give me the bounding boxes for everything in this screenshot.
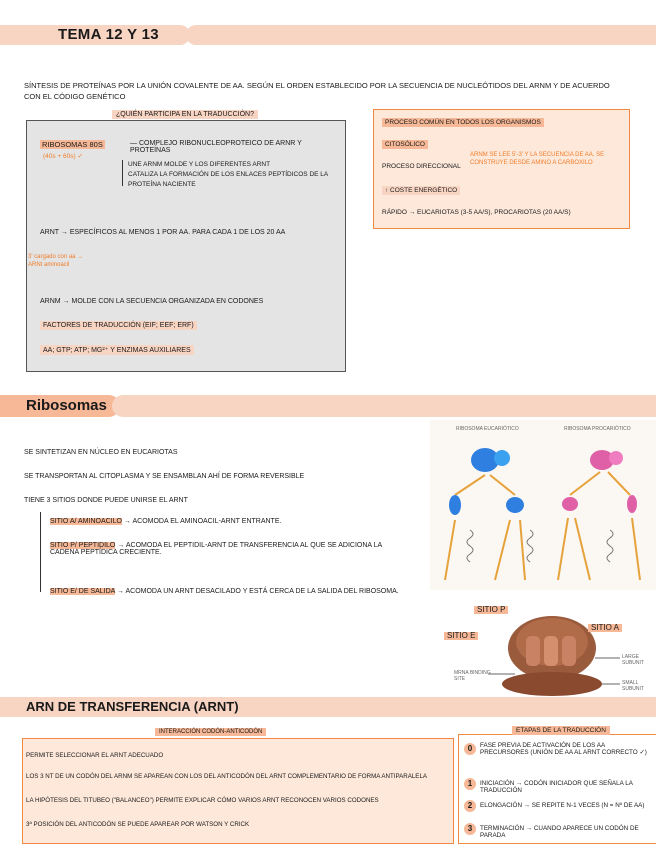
small-subunit-label: SMALL SUBUNIT	[622, 680, 644, 692]
pro-split-small-icon	[627, 495, 637, 513]
stage-1-number: 1	[464, 778, 476, 790]
euk-caption: RIBOSOMA EUCARIÓTICO	[456, 426, 519, 432]
ribosome-diagram-svg	[430, 420, 656, 590]
interaction-line-1: PERMITE SELECCIONAR EL ARNT ADECUADO	[26, 752, 164, 759]
sitio-p-text: → ACOMODA EL PEPTIDIL-ARNT DE TRANSFERENCIA AL QUE SE ADICIONA LA CADENA PEPTÍDICA CRECIENTE.	[50, 542, 382, 556]
stage-2-text: ELONGACIÓN → SE REPITE N-1 VECES (N = Nº DE AA)	[480, 802, 645, 809]
sitio-a-row	[50, 518, 410, 525]
ribosome-complex-text: — COMPLEJO RIBONUCLEOPROTEICO DE ARNR Y PROTEÍNAS	[130, 140, 302, 154]
feature-common: PROCESO COMÚN EN TODOS LOS ORGANISMOS	[382, 118, 544, 127]
stage-0-text: FASE PREVIA DE ACTIVACIÓN DE LOS AA PRECURSORES (UNIÓN DE AA AL ARNT CORRECTO ✓)	[480, 742, 647, 756]
sitio-a-text: → ACOMODA EL AMINOACIL-ARNT ENTRANTE.	[123, 518, 282, 525]
interaction-line-3: LA HIPÓTESIS DEL TITUBEO ("BALANCEO") PERMITE EXPLICAR CÓMO VARIOS ARNT RECONOCEN VARIOS CODONES	[26, 797, 379, 804]
ribosomas-title: Ribosomas	[26, 397, 107, 414]
sitio-e-label: SITIO E/ DE SALIDA	[50, 588, 115, 595]
arnm-line: ARNM → MOLDE CON LA SECUENCIA ORGANIZADA EN CODONES	[40, 298, 264, 305]
aa-line: AA; GTP; ATP; MG²⁺ Y ENZIMAS AUXILIARES	[40, 345, 194, 355]
intro-text: SÍNTESIS DE PROTEÍNAS POR LA UNIÓN COVALENTE DE AA. SEGÚN EL ORDEN ESTABLECIDO POR LA SECUENCIA DE NUCLEÓTIDOS DEL ARNM Y DE ACUERDO CON EL CÓDIGO GENÉTICO	[24, 81, 610, 101]
arnt-title: ARN DE TRANSFERENCIA (ARNT)	[26, 699, 239, 714]
ribo-line-1: SE SINTETIZAN EN NÚCLEO EN EUCARIOTAS	[24, 449, 178, 456]
sitio-e-text: → ACOMODA UN ARNT DESACILADO Y ESTÁ CERCA DE LA SALIDA DEL RIBOSOMA.	[116, 588, 399, 595]
cataliza-line: CATALIZA LA FORMACIÓN DE LOS ENLACES PEPTÍDICOS DE LA PROTEÍNA NACIENTE	[128, 171, 328, 188]
ribo-line-3: TIENE 3 SITIOS DONDE PUEDE UNIRSE EL ARNT	[24, 497, 188, 504]
sites-bracket	[40, 512, 47, 592]
mrna-binding-label: MRNA BINDING SITE	[454, 670, 491, 682]
arnt-line: ARNT → ESPECÍFICOS AL MENOS 1 POR AA. PARA CADA 1 DE LOS 20 AA	[40, 229, 286, 236]
ribosomas-sub: (40s + 60s) ✓	[43, 153, 83, 160]
sitio-p-row	[50, 542, 390, 556]
stage-2-number: 2	[464, 800, 476, 812]
sitio-a-label: SITIO A/ AMINOACILO	[50, 518, 122, 525]
sitio-p-label: SITIO P/ PEPTIDILO	[50, 542, 116, 549]
une-line: UNE ARNM MOLDE Y LOS DIFERENTES ARNT	[128, 161, 271, 168]
header-bar-right	[186, 25, 656, 45]
ribosome-diagram	[430, 420, 656, 590]
large-subunit-label: LARGE SUBUNIT	[622, 654, 644, 666]
feature-citosolico: CITOSÓLICO	[382, 140, 428, 149]
factores-line: FACTORES DE TRADUCCIÓN (EIF; EEF; ERF)	[40, 321, 197, 330]
interaction-line-4: 3ª POSICIÓN DEL ANTICODÓN SE PUEDE APAREAR POR WATSON Y CRICK	[26, 821, 250, 828]
arnt-side-note: 3' cargado con aa → ARNt aminoacil	[28, 254, 84, 268]
stages-title: ETAPAS DE LA TRADUCCIÓN	[512, 726, 610, 735]
feature-direccional: PROCESO DIRECCIONAL	[382, 163, 461, 170]
sitio-p-tag: SITIO P	[474, 606, 508, 614]
pro-caption: RIBOSOMA PROCARIÓTICO	[564, 426, 631, 432]
ribosomas-banner-right	[112, 395, 656, 417]
sitio-e-tag: SITIO E	[444, 632, 478, 640]
stage-3-number: 3	[464, 823, 476, 835]
euk-split-small-icon	[449, 495, 461, 515]
feature-direccional-side: ARNM SE LEE 5'-3' Y LA SECUENCIA DE AA. SE CONSTRUYE DESDE AMINO A CARBOXILO	[470, 152, 605, 166]
feature-coste: ↑ COSTE ENERGÉTICO	[382, 186, 460, 195]
sitio-e-row	[50, 588, 400, 595]
page-title: TEMA 12 Y 13	[58, 26, 159, 43]
euk-split-large-icon	[506, 497, 524, 513]
ribo-line-2: SE TRANSPORTAN AL CITOPLASMA Y SE ENSAMBLAN AHÍ DE FORMA REVERSIBLE	[24, 473, 305, 480]
stage-1-text: INICIACIÓN → CODÓN INICIADOR QUE SEÑALA LA TRADUCCIÓN	[480, 780, 633, 794]
participants-question: ¿QUIÉN PARTICIPA EN LA TRADUCCIÓN?	[112, 110, 258, 119]
bracket-line	[122, 160, 127, 186]
stage-3-text: TERMINACIÓN → CUANDO APARECE UN CODÓN DE PARADA	[480, 825, 639, 839]
interaction-title: INTERACCIÓN CODÓN-ANTICODÓN	[155, 728, 266, 736]
pro-small-subunit-icon	[609, 451, 623, 465]
stage-0-number: 0	[464, 743, 476, 755]
ribosomas-label: RIBOSOMAS 80S	[42, 140, 103, 149]
feature-rapido: RÁPIDO → EUCARIOTAS (3-5 AA/S), PROCARIOTAS (20 AA/S)	[382, 209, 571, 216]
ribosome-une-text	[128, 160, 328, 190]
sitio-a-tag: SITIO A	[588, 624, 622, 632]
pro-split-large-icon	[562, 497, 578, 511]
interaction-line-2: LOS 3 NT DE UN CODÓN DEL ARNM SE APAREAN CON LOS DEL ANTICODÓN DEL ARNT COMPLEMENTARIO DE FORMA ANTIPARALELA	[26, 773, 428, 780]
euk-small-subunit-icon	[494, 450, 510, 466]
